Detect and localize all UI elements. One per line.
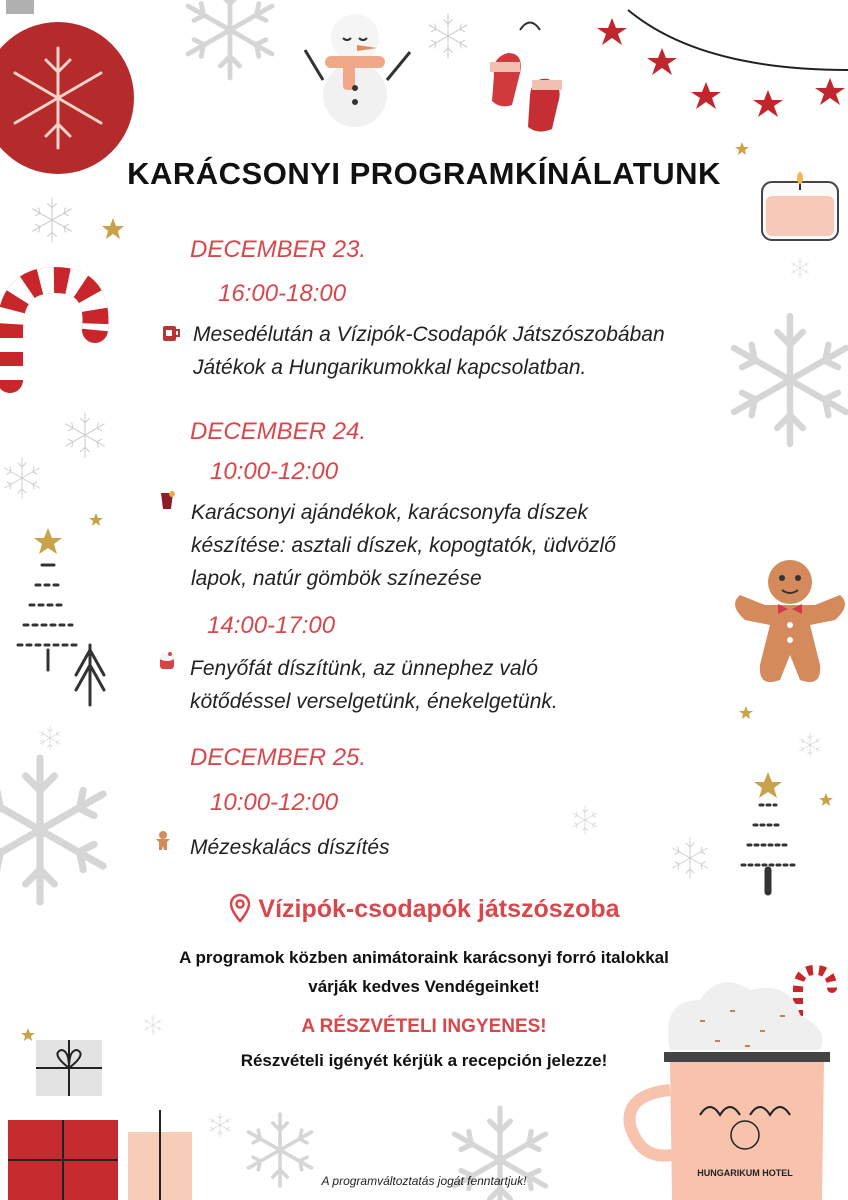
hot-chocolate-icon — [157, 648, 179, 670]
description-line: kötődéssel verselgetünk, énekelgetünk. — [190, 690, 558, 713]
mittens-icon — [490, 23, 562, 132]
christmas-tree-icon — [18, 528, 104, 705]
location-line — [0, 893, 848, 924]
description-line: Mézeskalács díszítés — [190, 836, 390, 859]
snowman-icon — [305, 14, 410, 127]
session-description — [190, 652, 558, 718]
mulled-wine-icon — [156, 490, 178, 512]
candy-cane-icon — [10, 280, 96, 380]
location-text: Vízipók-csodapók játszószoba — [258, 895, 620, 923]
hotel-logo: HUNGARIKUM HOTEL — [697, 1168, 793, 1178]
description-line: lapok, natúr gömbök színezése — [191, 567, 482, 590]
day-date: DECEMBER 24. — [190, 418, 367, 445]
ornament-icon — [0, 0, 134, 174]
description-line: Játékok a Hungarikumokkal kapcsolatban. — [193, 356, 587, 379]
session-description — [191, 496, 616, 595]
cocoa-mug-icon — [630, 970, 833, 1200]
gingerbread-icon — [152, 830, 174, 852]
mug-icon — [160, 322, 182, 344]
description-line: Fenyőfát díszítünk, az ünnephez való — [190, 657, 538, 680]
session-description — [193, 318, 665, 384]
day-date: DECEMBER 23. — [190, 236, 367, 263]
signup-note: Részvételi igényét kérjük a recepción jelezze! — [240, 1051, 608, 1070]
page-title: KARÁCSONYI PROGRAMKÍNÁLATUNK — [127, 156, 721, 191]
description-line: készítése: asztali díszek, kopogtatók, üdvözlő — [191, 534, 616, 557]
description-line: Mesedélután a Vízipók-Csodapók Játszószobában — [193, 323, 665, 346]
session-time: 10:00-12:00 — [210, 789, 339, 816]
gingerbread-man-icon — [735, 560, 845, 682]
free-participation-notice: A RÉSZVÉTELI INGYENES! — [301, 1016, 547, 1037]
note-line: várják kedves Vendégeinket! — [308, 977, 540, 996]
christmas-tree-right-icon — [742, 772, 794, 892]
location-pin-icon — [228, 893, 252, 923]
session-time: 16:00-18:00 — [218, 280, 347, 307]
description-line: Karácsonyi ajándékok, karácsonyfa díszek — [191, 501, 588, 524]
day-date: DECEMBER 25. — [190, 744, 367, 771]
footer-note: A programváltoztatás jogát fenntartjuk! — [321, 1174, 527, 1188]
session-description — [190, 831, 390, 864]
garland-icon — [597, 10, 848, 117]
note-line: A programok közben animátoraink karácsonyi forró italokkal — [179, 948, 669, 967]
session-time: 10:00-12:00 — [210, 458, 339, 485]
session-time: 14:00-17:00 — [207, 612, 336, 639]
info-note — [0, 943, 848, 1001]
